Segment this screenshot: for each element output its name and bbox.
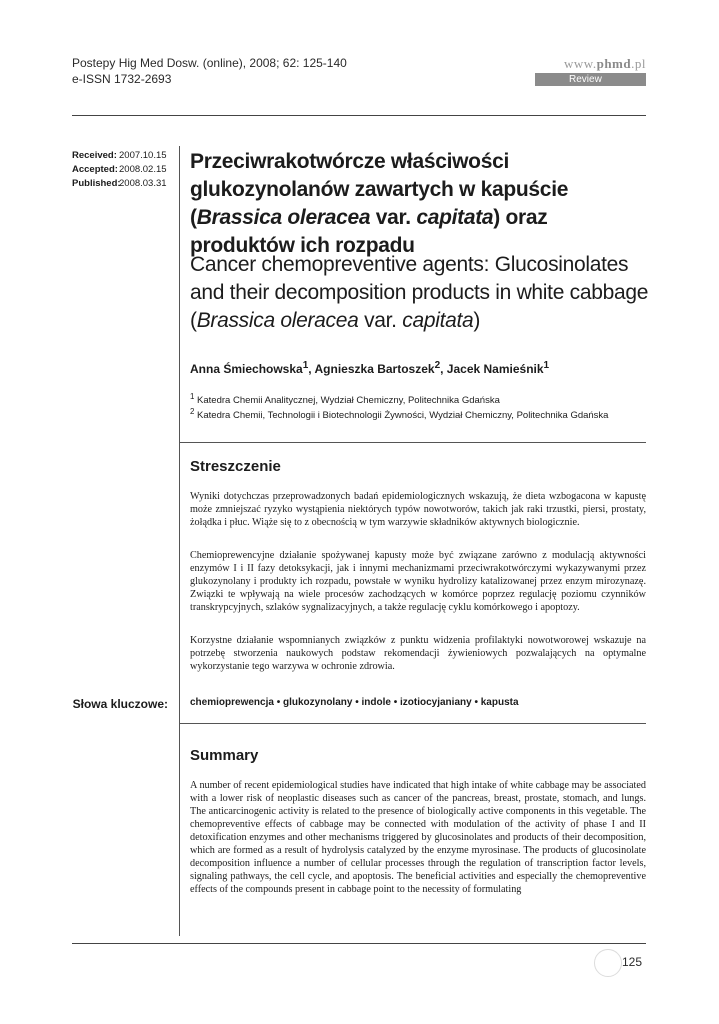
abstract-heading-english: Summary — [190, 747, 259, 764]
author-name: Agnieszka Bartoszek — [314, 362, 435, 376]
abstract-paragraph: Chemioprewencyjne działanie spożywanej kapusty może być związane zarówno z modulacją aktywności enzymów I i II fazy detoksykacji, jak i innymi mechanizmami przeciwrakotwórczymi wykazywanymi przez glukozynolany i produkty ich rozpadu, powstałe w wyniku hydrolizy katalizowanej przez enzym mirozynazę. Związki te wpływają na wiele procesów zachodzących w komórce poprzez regulację poziomu czynników transkrypcyjnych, szlaków sygnalizacyjnych, a także regulację cyklu komórkowego i apoptozy. — [190, 550, 646, 613]
header-rule — [72, 115, 646, 116]
affiliation-2: $^2$ Katedra Chemii, Technologii i Biotechnologii Żywności, Wydział Chemiczny, Politechnika Gdańska — [190, 407, 609, 422]
author-list: Anna Śmiechowska$^1$, Agnieszka Bartoszek$^2$, Jacek Namieśnik$^1$ — [190, 360, 550, 376]
article-type-badge: Review — [535, 73, 646, 86]
column-divider — [179, 146, 180, 936]
page-number: 125 — [622, 955, 643, 969]
footer-rule — [72, 943, 646, 944]
date-published: Published: 2008.03.31 — [72, 178, 167, 189]
affiliation-1: $^1$ Katedra Chemii Analitycznej, Wydział Chemiczny, Politechnika Gdańska — [190, 392, 500, 407]
abstract-paragraph: Korzystne działanie wspomnianych związków z punktu widzenia profilaktyki nowotworowej wskazuje na potrzebę stworzenia naukowych podstaw rekomendacji żywieniowych pozwalających na optymalne wykorzystanie tego warzywa w ochronie zdrowia. — [190, 635, 646, 672]
section-rule — [179, 723, 646, 724]
author-name: Anna Śmiechowska — [190, 362, 303, 376]
title-english: Cancer chemopreventive agents: Glucosinolates and their decomposition products in white cabbage (Brassica oleracea var. capitata) — [190, 253, 649, 332]
title-polish: Przeciwrakotwórcze właściwości glukozynolanów zawartych w kapuście (Brassica oleracea var. capitata) oraz produktów ich rozpadu — [190, 150, 569, 257]
journal-citation — [72, 55, 347, 87]
summary-paragraph: A number of recent epidemiological studies have indicated that high intake of white cabbage may be associated with a lower risk of neoplastic diseases such as cancer of the pancreas, breast, prostate, stomach, and lungs. The anticarcinogenic activity is related to the presence of biologically active components in this vegetable. The chemopreventive effects of cabbage may be connected with modulation of the activity of phase I and II detoxification enzymes and other mechanisms triggered by glucosinolates and products of their decomposition, which are formed as a result of hydrolysis catalyzed by the enzyme myrosinase. The products of glucosinolate decomposition influence a number of cellular processes through the regulation of transcription factor levels, signaling pathways, the cell cycle, and apoptosis. The beneficial activities and especially the chemopreventive effects of the compounds present in cabbage point to the necessity of formulating — [190, 780, 646, 895]
journal-line-1: Postepy Hig Med Dosw. (online), 2008; 62: 125-140 — [72, 56, 347, 70]
journal-website[interactable]: www.phmd.pl — [564, 56, 646, 71]
publisher-logo-icon — [594, 949, 622, 977]
date-received: Received: 2007.10.15 — [72, 150, 167, 161]
article-dates — [72, 149, 167, 191]
author-name: Jacek Namieśnik — [446, 362, 544, 376]
section-rule — [179, 442, 646, 443]
journal-line-2: e-ISSN 1732-2693 — [72, 72, 172, 86]
keywords-label: Słowa kluczowe: — [72, 697, 168, 711]
date-accepted: Accepted: 2008.02.15 — [72, 164, 167, 175]
abstract-paragraph: Wyniki dotychczas przeprowadzonych badań epidemiologicznych wskazują, że dieta wzbogacona w kapustę może zmniejszać ryzyko wystąpienia niektórych typów nowotworów, takich jak raki trzustki, piersi, prostaty, żołądka i płuc. Wiąże się to z obecnością w tym warzywie składników aktywnych biologicznie. — [190, 491, 646, 528]
keywords-list: chemioprewencja • glukozynolany • indole • izotiocyjaniany • kapusta — [190, 697, 519, 708]
abstract-heading-polish: Streszczenie — [190, 458, 281, 475]
